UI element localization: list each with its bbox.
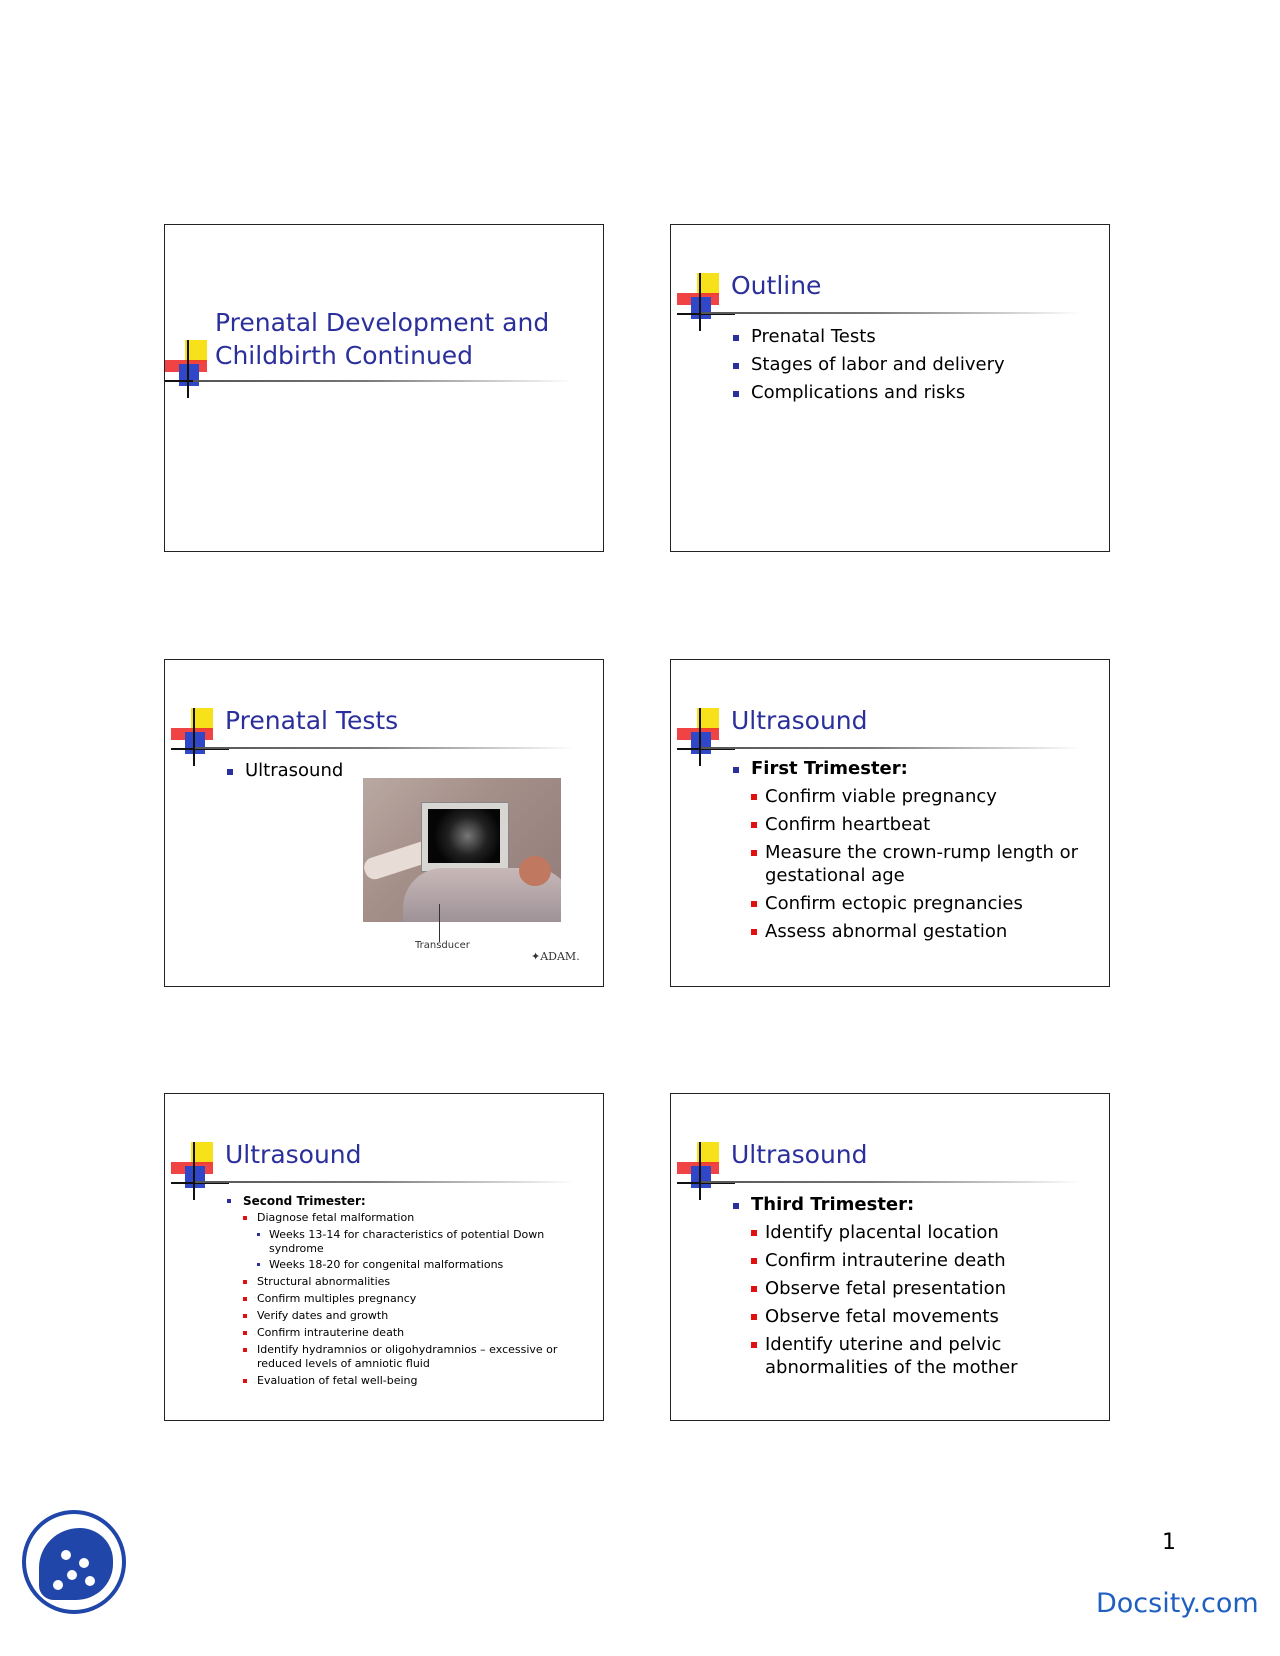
image-caption: Transducer <box>415 940 470 951</box>
title-rule <box>701 312 1081 314</box>
ultrasound-photo <box>363 778 561 922</box>
list-item: Diagnose fetal malformation Weeks 13-14 for characteristics of potential Down syndrome Weeks 18-20 for congenital malformations <box>243 1211 567 1272</box>
list-item: Weeks 18-20 for congenital malformations <box>257 1258 567 1272</box>
sub-list <box>751 785 1093 943</box>
list-item: Complications and risks <box>733 379 1005 407</box>
list-item: Weeks 13-14 for characteristics of potential Down syndrome <box>257 1228 567 1256</box>
bullet-list <box>227 1193 567 1391</box>
list-heading: Second Trimester: Diagnose fetal malformation Weeks 13-14 for characteristics of potential Down syndrome Weeks 18-20 for congenital malformations Structural abnormalities Confirm multiples pregnancy Verify dates and growth Confirm intrauterine death Identify hydramnios or oligohydramnios – excessive or reduced levels of amniotic fluid Evaluation of fetal well-being <box>227 1193 567 1388</box>
list-item: Identify hydramnios or oligohydramnios – excessive or reduced levels of amniotic fluid <box>243 1343 567 1371</box>
bullet-list <box>733 323 1005 407</box>
monitor-icon <box>421 802 509 872</box>
list-item: Identify placental location <box>751 1221 1093 1244</box>
slide-logo-icon <box>677 273 737 331</box>
slide-title-text: Prenatal Development and Childbirth Continued <box>215 308 550 370</box>
list-item: Measure the crown-rump length or gestational age <box>751 841 1093 887</box>
list-item: Observe fetal movements <box>751 1305 1093 1328</box>
list-heading: Third Trimester: Identify placental location Confirm intrauterine death Observe fetal presentation Observe fetal movements Identify uterine and pelvic abnormalities of the mother <box>733 1191 1093 1379</box>
brand-link[interactable]: Docsity.com <box>1096 1588 1259 1619</box>
slide-ultrasound-first <box>670 659 1110 987</box>
sub-sub-list <box>257 1228 567 1272</box>
slide-ultrasound-third <box>670 1093 1110 1421</box>
bullet-list <box>733 1191 1093 1384</box>
list-item: Observe fetal presentation <box>751 1277 1093 1300</box>
list-item: Confirm heartbeat <box>751 813 1093 836</box>
slide-title-text: Outline <box>731 271 822 300</box>
slide-logo-icon <box>171 708 231 766</box>
slide-logo-icon <box>677 708 737 766</box>
list-item: Confirm ectopic pregnancies <box>751 892 1093 915</box>
title-rule <box>195 747 575 749</box>
slide-logo-icon <box>171 1142 231 1200</box>
list-item: Identify uterine and pelvic abnormalities of the mother <box>751 1333 1093 1379</box>
list-item: Confirm intrauterine death <box>243 1326 567 1340</box>
slide-title-text: Ultrasound <box>225 1140 362 1169</box>
docsity-logo-icon <box>22 1510 126 1614</box>
title-rule <box>193 380 573 382</box>
title-rule <box>195 1181 575 1183</box>
slide-ultrasound-second <box>164 1093 604 1421</box>
page-number: 1 <box>1162 1530 1176 1555</box>
list-item: Stages of labor and delivery <box>733 351 1005 379</box>
bullet-list <box>733 755 1093 948</box>
caption-leader <box>439 904 440 942</box>
list-item: Structural abnormalities <box>243 1275 567 1289</box>
slide-logo-icon <box>677 1142 737 1200</box>
title-rule <box>701 747 1081 749</box>
list-item: Assess abnormal gestation <box>751 920 1093 943</box>
list-heading: First Trimester: Confirm viable pregnancy Confirm heartbeat Measure the crown-rump length or gestational age Confirm ectopic pregnancies Assess abnormal gestation <box>733 755 1093 943</box>
slide-outline <box>670 224 1110 552</box>
title-rule <box>701 1181 1081 1183</box>
list-item: Ultrasound <box>227 757 343 785</box>
slide-title <box>164 224 604 552</box>
list-item: Confirm viable pregnancy <box>751 785 1093 808</box>
image-credit: ✦ADAM. <box>531 950 580 963</box>
list-item: Prenatal Tests <box>733 323 1005 351</box>
list-item: Confirm multiples pregnancy <box>243 1292 567 1306</box>
list-item: Confirm intrauterine death <box>751 1249 1093 1272</box>
slide-prenatal-tests <box>164 659 604 987</box>
slide-title-text: Ultrasound <box>731 706 868 735</box>
sub-list <box>751 1221 1093 1379</box>
sub-list <box>243 1211 567 1388</box>
slide-title-text: Prenatal Tests <box>225 706 399 735</box>
bullet-list <box>227 757 343 785</box>
slide-title-text: Ultrasound <box>731 1140 868 1169</box>
list-item: Verify dates and growth <box>243 1309 567 1323</box>
list-item: Evaluation of fetal well-being <box>243 1374 567 1388</box>
